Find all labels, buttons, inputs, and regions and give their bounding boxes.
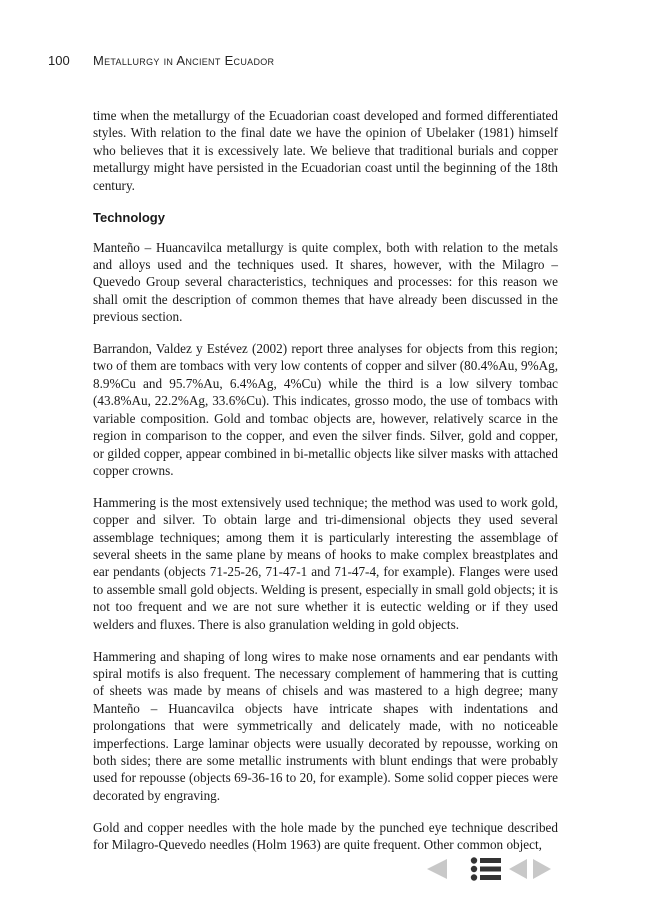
- table-of-contents-button[interactable]: [469, 856, 503, 882]
- intro-paragraph: time when the metallurgy of the Ecuadorian coast developed and formed differentiated styles. With relation to the final date we have the opinion of Ubelaker (1981) himself who believes that it is excessively late. We believe that traditional burials and copper metallurgy might have persisted in the Ecuadorian coast until the beginning of the 18th century.: [93, 108, 558, 193]
- triangle-right-icon: [531, 856, 553, 882]
- body-paragraph: Gold and copper needles with the hole made by the punched eye technique described for Milagro-Quevedo needles (Holm 1963) are quite frequent. Other common object,: [93, 819, 558, 853]
- page-body: [93, 107, 558, 868]
- body-paragraph: Barrandon, Valdez y Estévez (2002) report three analyses for objects from this region; two of them are tombacs with very low contents of copper and silver (80.4%Au, 9%Ag, 8.9%Cu and 95.7%Au, 6.4%Ag, 4%Cu) while the third is a low silvery tombac (43.8%Au, 22.2%Ag, 33.6%Cu). This indicates, grosso modo, the use of tombacs with variable composition. Gold and tombac objects are, however, relatively scarce in the region in comparison to the copper, and even the silver finds. Silver, gold and copper, or gilded copper, appear combined in bi-metallic objects like silver masks with attached copper crowns.: [93, 341, 558, 478]
- prev-page-button[interactable]: [425, 856, 449, 882]
- body-paragraph: Hammering is the most extensively used technique; the method was used to work gold, copper and silver. To obtain large and tri-dimensional objects they used several assemblage techniques; among them it is particularly interesting the assemblage of several sheets in the same plane by means of hooks to make complex breastplates and ear pendants (objects 71-25-26, 71-47-1 and 71-47-4, for example). Flanges were used to assemble small gold objects. Welding is present, especially in small gold objects; it is not too frequent and we are not sure whether it is eutectic welding or if they used welders and fluxes. There is also granulation welding in gold objects.: [93, 494, 558, 632]
- page-number: 100: [48, 53, 70, 68]
- page-navigation: [425, 856, 555, 882]
- back-button[interactable]: [507, 856, 529, 882]
- page-header: [0, 53, 650, 73]
- running-title: Metallurgy in Ancient Ecuador: [93, 53, 275, 68]
- next-page-button[interactable]: [531, 856, 553, 882]
- triangle-left-icon: [507, 856, 529, 882]
- body-paragraph: Hammering and shaping of long wires to make nose ornaments and ear pendants with spiral motifs is also frequent. The necessary complement of hammering that is cutting of sheets was made by means of chisels and was mastered to a high degree; many Manteño – Huancavilca objects have intricate shapes with indentations and prolongations that were symmetrically and delicately made, with no noticeable imperfections. Large laminar objects were usually decorated by repousse, working on both sides; there are some metallic instruments with blunt endings that were probably used for repousse (objects 69-36-16 to 20, for example). Some solid copper pieces were decorated by engraving.: [93, 648, 558, 803]
- list-icon: [469, 856, 503, 882]
- section-heading: Technology: [93, 209, 165, 225]
- triangle-left-icon: [425, 856, 449, 882]
- body-paragraph: Manteño – Huancavilca metallurgy is quite complex, both with relation to the metals and alloys used and the techniques used. It shares, however, with the Milagro – Quevedo Group several characteristics, techniques and processes: for this reason we shall omit the description of common themes that have already been discussed in the previous section.: [93, 239, 558, 325]
